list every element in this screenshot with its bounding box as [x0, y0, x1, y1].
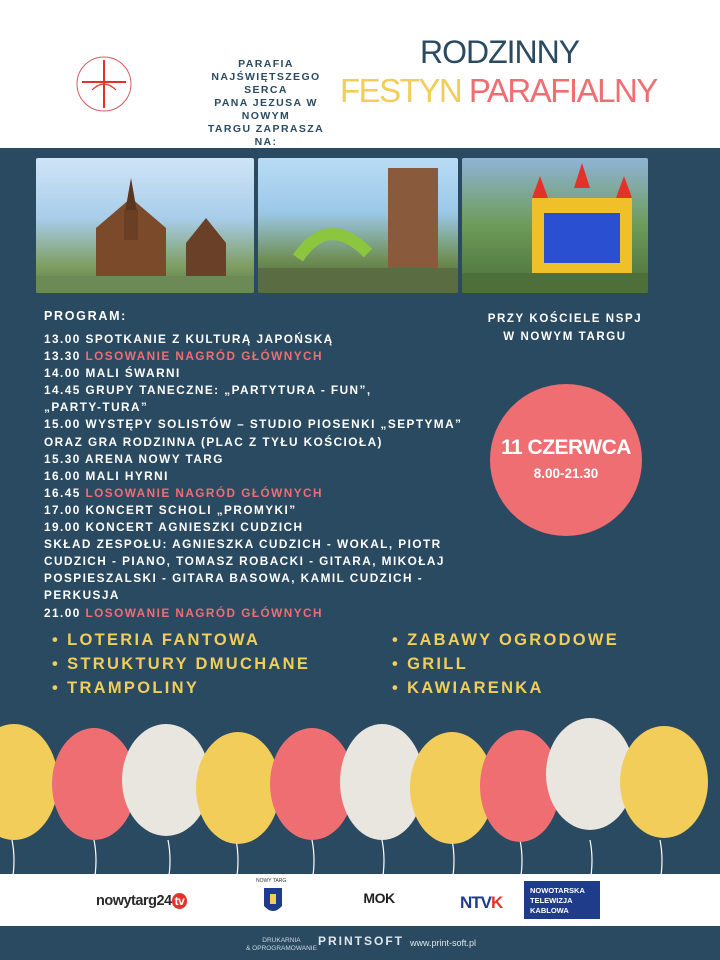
program-row: 21.00 LOSOWANIE NAGRÓD GŁÓWNYCH: [44, 605, 323, 620]
program-row: 14.45 GRUPY TANECZNE: „PARTYTURA - FUN”,: [44, 383, 372, 398]
date-badge: [490, 384, 642, 536]
program-row: 14.00 MALI ŚWARNI: [44, 366, 181, 381]
bouncy-castle-illustration: [462, 158, 648, 293]
balloons-decoration: [0, 712, 720, 882]
program-row: 13.30 LOSOWANIE NAGRÓD GŁÓWNYCH: [44, 349, 323, 364]
feature-item: • TRAMPOLINY: [52, 676, 310, 700]
program-row: POSPIESZALSKI - GITARA BASOWA, KAMIL CUDZICH -: [44, 571, 424, 586]
feature-item: • KAWIARENKA: [392, 676, 619, 700]
balloon: [0, 724, 58, 840]
program-row: „PARTY-TURA”: [44, 400, 149, 415]
invite-line: PANA JEZUSA W NOWYM: [214, 97, 318, 122]
features-right: [392, 628, 619, 700]
program-row: SKŁAD ZESPOŁU: AGNIESZKA CUDZICH - WOKAL, PIOTR: [44, 537, 442, 552]
features-left: [52, 628, 310, 700]
sponsor-nowytarg24-logo: nowytarg24 tv: [96, 893, 187, 909]
program-row: ORAZ GRA RODZINNA (PLAC Z TYŁU KOŚCIOŁA): [44, 434, 383, 449]
crest-label: NOWY TARG: [256, 878, 287, 884]
header-banner: [0, 0, 720, 148]
photo-church: [36, 158, 254, 293]
printsoft-logo: PRINTSOFT: [318, 934, 404, 948]
invite-line: TARGU ZAPRASZA NA:: [207, 123, 325, 148]
invitation-text: [198, 58, 334, 149]
program-heading: PROGRAM:: [44, 309, 128, 323]
feature-item: • GRILL: [392, 652, 619, 676]
program-list: [44, 331, 504, 622]
balloon: [196, 732, 280, 844]
program-row: 17.00 KONCERT SCHOLI „PROMYKI”: [44, 502, 297, 517]
invite-line: NAJŚWIĘTSZEGO SERCA: [211, 71, 321, 96]
event-time: 8.00-21.30: [533, 466, 599, 481]
printer-url: www.print-soft.pl: [410, 938, 477, 948]
venue-line: W NOWYM TARGU: [503, 331, 627, 343]
title-line-2: [340, 72, 657, 110]
program-row: 19.00 KONCERT AGNIESZKI CUDZICH: [44, 520, 304, 535]
program-row: PERKUSJA: [44, 588, 120, 603]
church-illustration: [36, 158, 254, 293]
program-row: 15.30 ARENA NOWY TARG: [44, 451, 224, 466]
nowy-targ-crest-icon: [262, 880, 284, 920]
sponsor-ntvk-logo: NTVK: [460, 893, 503, 912]
program-row: 15.00 WYSTĘPY SOLISTÓW – STUDIO PIOSENKI „SEPTYMA”: [44, 417, 463, 432]
sponsor-mok-logo: MOK: [363, 890, 395, 906]
feature-item: • ZABAWY OGRODOWE: [392, 628, 619, 652]
feature-item: • LOTERIA FANTOWA: [52, 628, 310, 652]
venue-text: [470, 310, 660, 346]
photo-climbing-wall: [258, 158, 458, 293]
parish-logo-icon: [70, 52, 138, 116]
venue-line: PRZY KOŚCIELE NSPJ: [487, 313, 643, 325]
festival-illustration: [258, 158, 458, 293]
title-parafialny: PARAFIALNY: [468, 72, 657, 109]
photo-bouncy-castle: [462, 158, 648, 293]
title-festyn: FESTYN: [340, 72, 462, 109]
sponsor-ntvk-box: NOWOTARSKA TELEWIZJA KABLOWA: [524, 881, 600, 919]
program-row: 13.00 SPOTKANIE Z KULTURĄ JAPOŃSKĄ: [44, 332, 334, 346]
event-date: 11 CZERWCA: [501, 436, 631, 459]
invite-line: PARAFIA: [238, 58, 294, 70]
title-line-1: RODZINNY: [420, 34, 580, 70]
program-row: 16.45 LOSOWANIE NAGRÓD GŁÓWNYCH: [44, 485, 323, 500]
program-row: CUDZICH - PIANO, TOMASZ ROBACKI - GITARA, MIKOŁAJ: [44, 554, 445, 569]
printer-caption: DRUKARNIA & OPROGRAMOWANIE: [246, 937, 317, 952]
program-row: 16.00 MALI HYRNI: [44, 468, 169, 483]
balloon: [620, 726, 708, 838]
feature-item: • STRUKTURY DMUCHANE: [52, 652, 310, 676]
